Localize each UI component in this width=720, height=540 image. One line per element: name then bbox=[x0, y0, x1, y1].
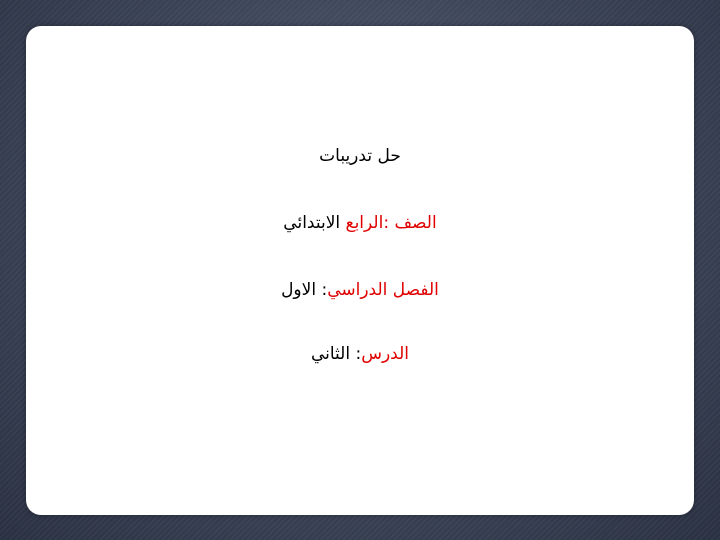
term-label: الفصل الدراسي bbox=[327, 280, 439, 300]
slide-title bbox=[26, 146, 694, 166]
slide-card bbox=[26, 26, 694, 515]
lesson-label: الدرس bbox=[361, 344, 410, 364]
grade-line bbox=[26, 213, 694, 233]
title-text: حل تدريبات bbox=[319, 146, 401, 166]
term-value: : الاول bbox=[281, 280, 328, 300]
lesson-value: : الثاني bbox=[310, 344, 362, 364]
grade-value-highlight: الرابع bbox=[345, 213, 384, 233]
term-line bbox=[26, 280, 694, 300]
grade-value: الابتدائي bbox=[283, 213, 346, 233]
lesson-line bbox=[26, 344, 694, 364]
grade-label: الصف : bbox=[383, 213, 437, 233]
